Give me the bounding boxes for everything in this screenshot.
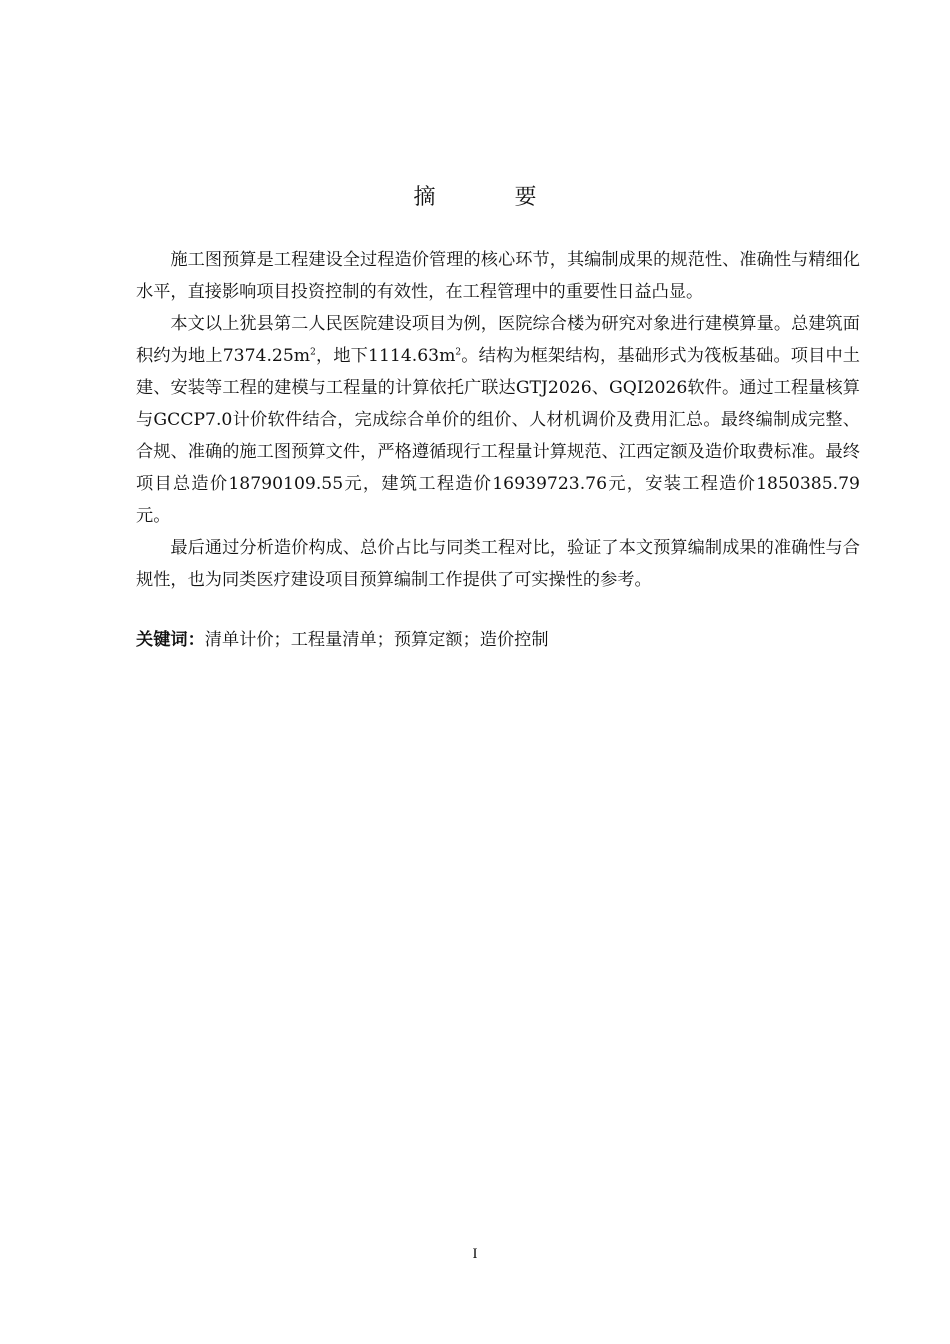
abstract-paragraph-2 [136, 308, 860, 532]
abstract-title: 摘 要 [413, 185, 573, 210]
keywords-line [136, 624, 860, 656]
abstract-paragraph-1: 施工图预算是工程建设全过程造价管理的核心环节，其编制成果的规范性、准确性与精细化水平，直接影响项目投资控制的有效性，在工程管理中的重要性日益凸显。 [136, 250, 860, 302]
paragraph-2-part-c: 。结构为框架结构，基础形式为筏板基础。项目中土建、安装等工程的建模与工程量的计算依托广联达GTJ2026、GQI2026软件。通过工程量核算与GCCP7.0计价软件结合，完成综合单价的组价、人材机调价及费用汇总。最终编制成完整、合规、准确的施工图预算文件，严格遵循现行工程量计算规范、江西定额及造价取费标准。最终项目总造价18790109.55元，建筑工程造价16939723.76元，安装工程造价1850385.79元。 [136, 346, 860, 526]
paragraph-2-part-a: 本文以上犹县第二人民医院建设项目为例，医院综合楼为研究对象进行建模算量。总建筑面积约为地上7374.25m [136, 314, 860, 366]
abstract-body [136, 244, 860, 596]
page-number: I [472, 1246, 478, 1262]
keywords-text: 清单计价；工程量清单；预算定额；造价控制 [204, 630, 549, 650]
superscript-2: 2 [310, 347, 316, 358]
keywords-label: 关键词： [136, 630, 205, 650]
paragraph-2-part-b: ，地下1114.63m [315, 346, 456, 366]
abstract-paragraph-3: 最后通过分析造价构成、总价占比与同类工程对比，验证了本文预算编制成果的准确性与合规性，也为同类医疗建设项目预算编制工作提供了可实操性的参考。 [136, 538, 860, 590]
superscript-2: 2 [455, 347, 462, 358]
